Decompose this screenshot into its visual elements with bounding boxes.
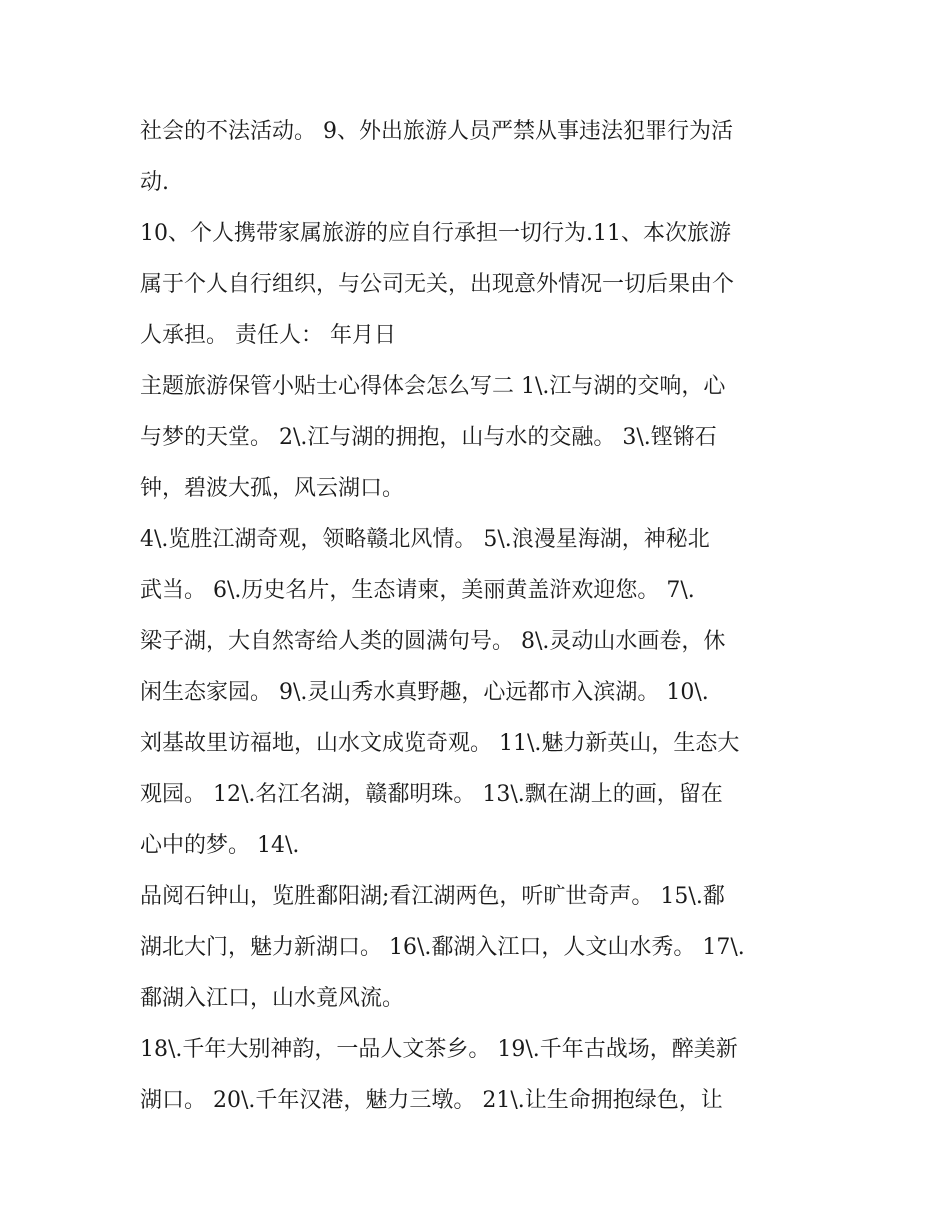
text-line: 梁子湖，大自然寄给人类的圆满句号。 8\.灵动山水画卷，休: [140, 629, 726, 654]
document-body: [140, 106, 830, 1126]
text-line: 心中的梦。 14\.: [140, 833, 300, 858]
text-line: 主题旅游保管小贴士心得体会怎么写二 1\.江与湖的交响，心: [140, 374, 726, 399]
text-line: 观园。 12\.名江名湖，赣鄱明珠。 13\.飘在湖上的画，留在: [140, 782, 723, 807]
text-line: 社会的不法活动。 9、外出旅游人员严禁从事违法犯罪行为活: [140, 119, 733, 144]
text-line: 10、个人携带家属旅游的应自行承担一切行为.11、本次旅游: [140, 221, 731, 246]
text-line: 4\.览胜江湖奇观，领略赣北风情。 5\.浪漫星海湖，神秘北: [140, 527, 710, 552]
text-line: 鄱湖入江口，山水竟风流。: [140, 986, 405, 1011]
text-line: 钟，碧波大孤，风云湖口。: [140, 476, 405, 501]
text-line: 动.: [140, 170, 169, 195]
text-line: 武当。 6\.历史名片，生态请柬，美丽黄盖浒欢迎您。 7\.: [140, 578, 695, 603]
text-line: 品阅石钟山，览胜鄱阳湖;看江湖两色，听旷世奇声。 15\.鄱: [140, 884, 725, 909]
text-line: 湖北大门，魅力新湖口。 16\.鄱湖入江口，人文山水秀。 17\.: [140, 935, 745, 960]
text-line: 湖口。 20\.千年汉港，魅力三墩。 21\.让生命拥抱绿色，让: [140, 1088, 723, 1113]
text-line: 与梦的天堂。 2\.江与湖的拥抱，山与水的交融。 3\.铿锵石: [140, 425, 717, 450]
text-line: 18\.千年大别神韵，一品人文茶乡。 19\.千年古战场，醉美新: [140, 1037, 738, 1062]
text-line: 人承担。 责任人： 年月日: [140, 323, 396, 348]
text-line: 属于个人自行组织，与公司无关，出现意外情况一切后果由个: [140, 272, 735, 297]
text-line: 闲生态家园。 9\.灵山秀水真野趣，心远都市入滨湖。 10\.: [140, 680, 709, 705]
text-line: 刘基故里访福地，山水文成览奇观。 11\.魅力新英山，生态大: [140, 731, 740, 756]
